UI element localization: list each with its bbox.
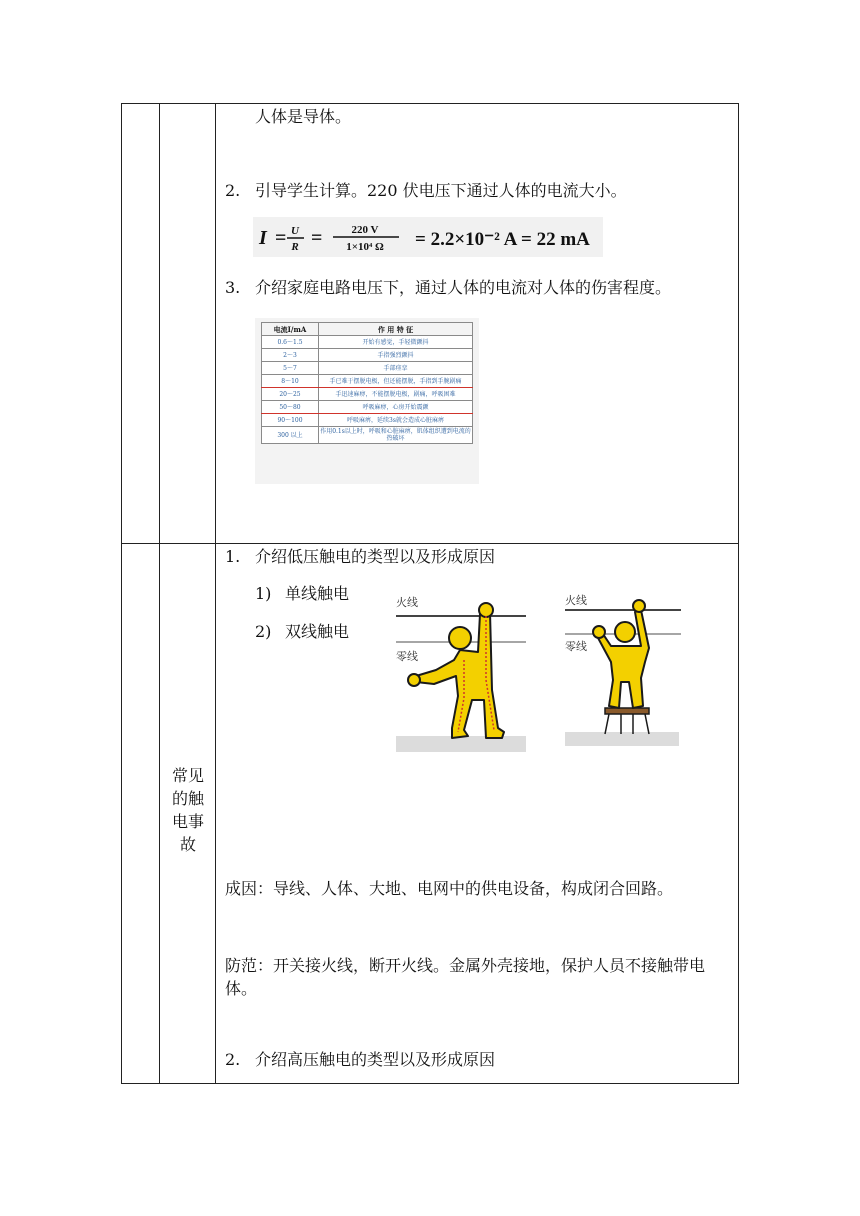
subitem-2-number: 2) — [255, 622, 272, 641]
table-row — [262, 414, 473, 427]
subitem-1-number: 1) — [255, 584, 272, 603]
effect-cell: 手已难于摆脱电极，但还能摆脱，手指到手腕剧痛 — [319, 375, 473, 388]
header-effect: 作 用 特 征 — [319, 323, 473, 336]
prevention-text: 防范：开关接火线，断开火线。金属外壳接地，保护人员不接触带电体。 — [225, 956, 706, 998]
formula-lhs: I — [259, 227, 267, 249]
formula-frac-den: 1×10⁴ Ω — [346, 241, 384, 253]
double-wire-shock-diagram — [563, 590, 681, 748]
live-wire-label: 火线 — [396, 596, 418, 609]
category-label — [168, 764, 208, 856]
effect-cell: 开始有感觉，手轻微颤抖 — [319, 336, 473, 349]
table-right-border — [738, 103, 739, 1084]
current-effects-table — [255, 318, 479, 484]
table-row — [262, 388, 473, 401]
single-wire-shock-diagram — [394, 590, 526, 752]
table-row-highlighted — [262, 401, 473, 414]
column-divider-2 — [215, 103, 216, 1084]
formula-den: R — [291, 241, 299, 253]
table-top-border — [121, 103, 739, 104]
table-row — [262, 349, 473, 362]
effect-cell: 手部痉挛 — [319, 362, 473, 375]
effect-cell: 手迅速麻痹，不能摆脱电极，剧痛，呼吸困难 — [319, 388, 473, 401]
effect-cell: 手指强烈颤抖 — [319, 349, 473, 362]
header-current: 电流I/mA — [262, 323, 319, 336]
current-cell: 2～3 — [262, 349, 319, 362]
current-cell: 0.6～1.5 — [262, 336, 319, 349]
current-cell: 50～80 — [262, 401, 319, 414]
item-1-text: 介绍低压触电的类型以及形成原因 — [255, 547, 496, 566]
item-2-hv-number: 2. — [225, 1050, 241, 1069]
row-divider — [121, 543, 739, 544]
category-line: 的触 — [171, 789, 204, 808]
subitem-2-text: 双线触电 — [285, 622, 350, 641]
current-cell: 8～10 — [262, 375, 319, 388]
cause-text: 成因：导线、人体、大地、电网中的供电设备，构成闭合回路。 — [225, 879, 674, 898]
table-row — [262, 427, 473, 444]
item-2-hv-text: 介绍高压触电的类型以及形成原因 — [255, 1050, 496, 1069]
current-formula — [253, 217, 603, 257]
item-2-number: 2. — [225, 181, 241, 200]
svg-text:=: = — [275, 227, 287, 249]
table-row — [262, 362, 473, 375]
effect-cell: 呼吸麻痹，延续3s就会造成心脏麻痹 — [319, 414, 473, 427]
item-3-text: 介绍家庭电路电压下，通过人体的电流对人体的伤害程度。 — [255, 278, 672, 297]
table-row — [262, 336, 473, 349]
category-line: 常见 — [171, 766, 204, 785]
item-2-text: 引导学生计算。220 伏电压下通过人体的电流大小。 — [255, 181, 627, 200]
table-left-border — [121, 103, 122, 1084]
subitem-1-text: 单线触电 — [285, 584, 350, 603]
item-1-number: 1. — [225, 547, 241, 566]
svg-text:=: = — [311, 227, 323, 249]
item-3-number: 3. — [225, 278, 241, 297]
neutral-wire-label: 零线 — [396, 650, 418, 663]
table-row-highlighted — [262, 375, 473, 388]
current-cell: 5～7 — [262, 362, 319, 375]
formula-frac-num: 220 V — [351, 224, 379, 236]
formula-num: U — [291, 225, 299, 237]
column-divider-1 — [159, 103, 160, 1084]
category-line: 电事 — [171, 812, 204, 831]
current-cell: 90～100 — [262, 414, 319, 427]
current-cell: 20～25 — [262, 388, 319, 401]
live-wire-label-2: 火线 — [565, 594, 587, 607]
neutral-wire-label-2: 零线 — [565, 640, 587, 653]
effect-cell: 作用0.1s以上时，呼吸和心脏麻痹，肌体组织遭到电流的热破坏 — [320, 428, 471, 442]
category-line: 故 — [179, 835, 196, 854]
text-human-conductor: 人体是导体。 — [255, 107, 352, 126]
table-bottom-border — [121, 1083, 739, 1084]
current-cell: 300 以上 — [262, 427, 319, 444]
formula-result: = 2.2×10⁻² A = 22 mA — [415, 229, 590, 250]
effects-table-header — [262, 323, 473, 336]
effect-cell: 呼吸麻痹，心房开始震颤 — [319, 401, 473, 414]
